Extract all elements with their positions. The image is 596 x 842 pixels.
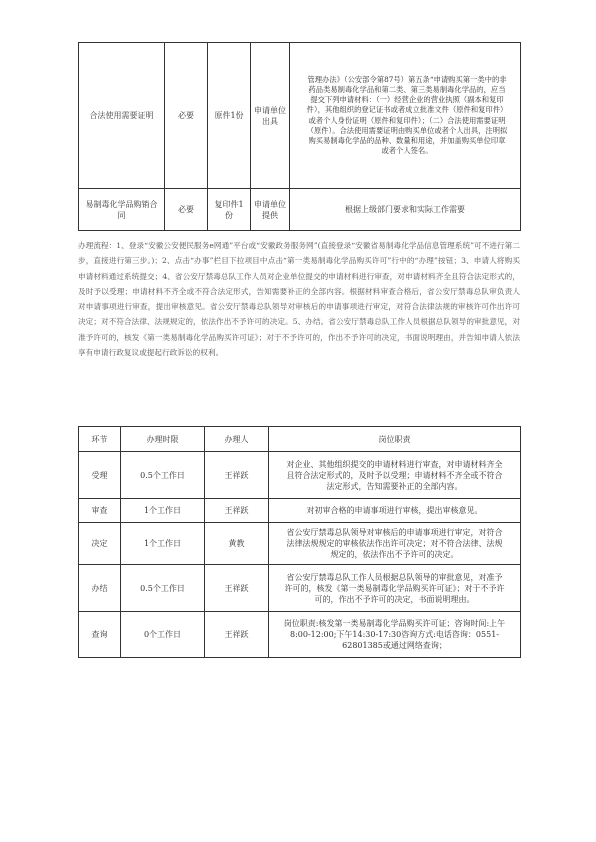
step-person: 王祥跃 <box>205 452 269 499</box>
table-header-row <box>79 427 521 452</box>
step-name: 办结 <box>79 565 121 612</box>
table-row <box>79 499 521 523</box>
step-time: 0.5个工作日 <box>121 565 205 612</box>
table-row <box>79 612 521 658</box>
step-duty: 对企业、其他组织提交的申请材料进行审查，对申请材料齐全且符合法定形式的，及时予以受理；申请材料不齐全或不符合法定形式，告知需要补正的全部内容。 <box>269 452 521 499</box>
step-time: 0个工作日 <box>121 612 205 658</box>
material-form: 原件1份 <box>208 43 251 189</box>
table-row <box>79 189 521 231</box>
material-required: 必要 <box>165 43 208 189</box>
step-person: 王祥跃 <box>205 499 269 523</box>
header-duty: 岗位职责 <box>269 427 521 452</box>
table-row <box>79 565 521 612</box>
step-name: 决定 <box>79 523 121 565</box>
step-time: 0.5个工作日 <box>121 452 205 499</box>
header-person: 办理人 <box>205 427 269 452</box>
step-name: 受理 <box>79 452 121 499</box>
step-time: 1个工作日 <box>121 499 205 523</box>
material-required: 必要 <box>165 189 208 231</box>
material-name: 易制毒化学品购销合同 <box>79 189 165 231</box>
step-person: 黄教 <box>205 523 269 565</box>
table-row <box>79 43 521 189</box>
table-row <box>79 452 521 499</box>
material-detail: 根据上级部门要求和实际工作需要 <box>290 189 521 231</box>
step-time: 1个工作日 <box>121 523 205 565</box>
step-name: 查询 <box>79 612 121 658</box>
material-detail: 管理办法》（公安部令第87号）第五条“申请购买第一类中的非药品类易制毒化学品和第二类、第三类易制毒化学品的，应当提交下列申请材料：（一）经营企业的营业执照（副本和复印件），其他组织的登记证书或者成立批准文件（原件和复印件）或者个人身份证明（原件和复印件）；（二）合法使用需要证明（原件）。合法使用需要证明由购买单位或者个人出具，注明拟购买易制毒化学品的品种、数量和用途，并加盖购买单位印章或者个人签名。 <box>290 43 521 189</box>
steps-table <box>78 426 521 658</box>
step-duty: 岗位职责:核发第一类易制毒化学品购买许可证；咨询时间:上午8:00-12:00;下午14:30-17:30咨询方式:电话咨询：0551-62801385或通过网络查询； <box>269 612 521 658</box>
material-form: 复印件1份 <box>208 189 251 231</box>
material-source: 申请单位提供 <box>251 189 290 231</box>
material-source: 申请单位出具 <box>251 43 290 189</box>
process-description: 办理流程：1、登录“安徽公安便民服务e网通”平台或“安徽政务服务网”(直接登录“安徽省易制毒化学品信息管理系统”可不进行第二步，直接进行第三步。)；2、点击“办事”栏目下拉项目中点击“第一类易制毒化学品购买许可”行中的“办理”按钮；3、申请人将购买申请材料通过系统提交；4、省公安厅禁毒总队工作人员对企业单位提交的申请材料进行审查，对申请材料齐全且符合法定形式的，及时予以受理；申请材料不齐全或不符合法定形式，告知需要补正的全部内容。根据材料审查合格后，省公安厅禁毒总队审负责人对申请事项进行审查，提出审核意见。省公安厅禁毒总队领导对审核后的申请事项进行审定，对符合法律法规的审核许可作出许可决定；对不符合法律、法规规定的，依法作出不予许可的决定。5、办结。省公安厅禁毒总队工作人员根据总队领导的审批意见，对准予许可的，核发《第一类易制毒化学品购买许可证》；对于不予许可的，作出不予许可的决定，书面说明理由，并告知申请人依法享有申请行政复议或提起行政诉讼的权利。 <box>78 241 520 358</box>
step-duty: 省公安厅禁毒总队工作人员根据总队领导的审批意见，对准予许可的，核发《第一类易制毒化学品购买许可证》；对于不予许可的，作出不予许可的决定，书面说明理由。 <box>269 565 521 612</box>
table-row <box>79 523 521 565</box>
material-name: 合法使用需要证明 <box>79 43 165 189</box>
step-name: 审查 <box>79 499 121 523</box>
header-time: 办理时限 <box>121 427 205 452</box>
step-duty: 省公安厅禁毒总队领导对审核后的申请事项进行审定，对符合法律法规规定的审核依法作出许可决定；对不符合法律、法规规定的，依法作出不予许可的决定。 <box>269 523 521 565</box>
header-step: 环节 <box>79 427 121 452</box>
step-duty: 对初审合格的申请事项进行审核，提出审核意见。 <box>269 499 521 523</box>
step-person: 王祥跃 <box>205 565 269 612</box>
step-person: 王祥跃 <box>205 612 269 658</box>
materials-table <box>78 42 521 231</box>
